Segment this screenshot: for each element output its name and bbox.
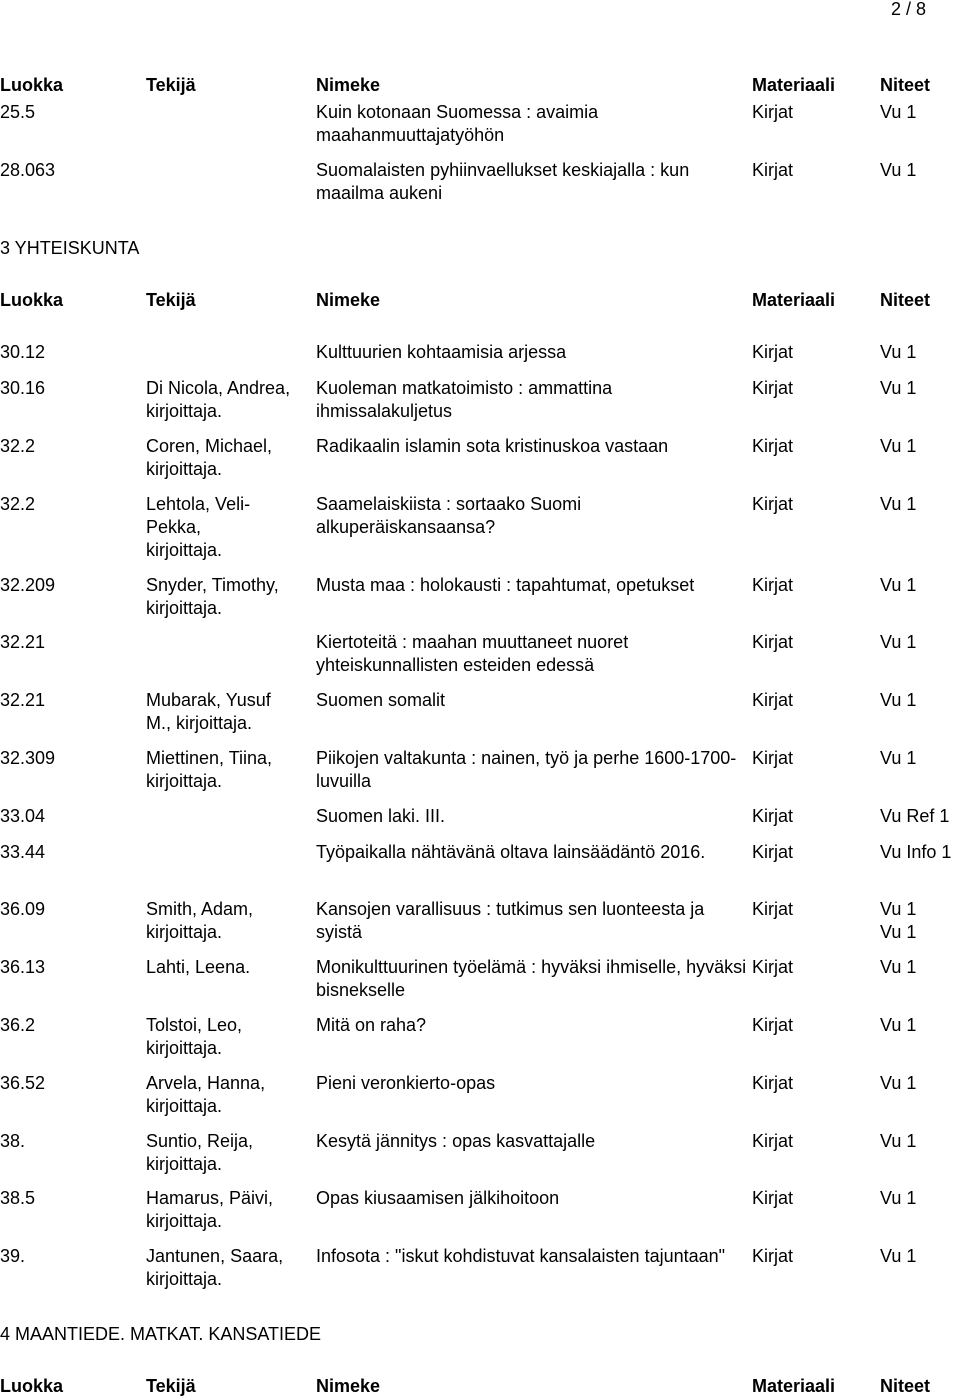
cell-materiaali: Kirjat [752, 494, 794, 514]
header-niteet: Niteet [880, 75, 931, 95]
header-nimeke: Nimeke [316, 1376, 381, 1396]
cell-materiaali: Kirjat [752, 842, 794, 862]
niteet-line: Vu 1 [880, 922, 917, 942]
cell-tekija: Lahti, Leena. [146, 957, 251, 977]
header-nimeke: Nimeke [316, 290, 381, 310]
cell-luokka: 38.5 [0, 1188, 36, 1208]
cell-nimeke: Monikulttuurinen työelämä : hyväksi ihmiselle, hyväksi bisnekselle [316, 957, 747, 1000]
cell-luokka: 28.063 [0, 160, 56, 180]
cell-luokka: 32.21 [0, 690, 46, 710]
cell-nimeke: Työpaikalla nähtävänä oltava lainsäädäntö 2016. [316, 842, 706, 862]
cell-niteet: Vu 1 [880, 1131, 917, 1151]
cell-materiaali: Kirjat [752, 899, 794, 919]
cell-materiaali: Kirjat [752, 1073, 794, 1093]
cell-tekija: Smith, Adam, kirjoittaja. [146, 899, 254, 942]
cell-nimeke: Kiertoteitä : maahan muuttaneet nuoret yhteiskunnallisten esteiden edessä [316, 632, 629, 675]
cell-tekija: Arvela, Hanna, kirjoittaja. [146, 1073, 266, 1116]
cell-tekija: Di Nicola, Andrea, kirjoittaja. [146, 378, 291, 421]
cell-tekija: Snyder, Timothy, kirjoittaja. [146, 575, 279, 618]
header-materiaali: Materiaali [752, 290, 836, 310]
header-luokka: Luokka [0, 75, 64, 95]
cell-nimeke: Suomen laki. III. [316, 806, 446, 826]
header-niteet: Niteet [880, 1376, 931, 1396]
cell-tekija: Hamarus, Päivi, kirjoittaja. [146, 1188, 274, 1231]
cell-niteet: Vu 1 [880, 494, 917, 514]
cell-materiaali: Kirjat [752, 690, 794, 710]
cell-luokka: 36.2 [0, 1015, 36, 1035]
cell-nimeke: Kansojen varallisuus : tutkimus sen luonteesta ja syistä [316, 899, 705, 942]
cell-niteet: Vu 1 [880, 957, 917, 977]
cell-luokka: 30.12 [0, 342, 46, 362]
cell-tekija: Suntio, Reija, kirjoittaja. [146, 1131, 254, 1174]
cell-materiaali: Kirjat [752, 378, 794, 398]
cell-luokka: 30.16 [0, 378, 46, 398]
cell-nimeke: Kulttuurien kohtaamisia arjessa [316, 342, 567, 362]
cell-niteet: Vu 1 [880, 748, 917, 768]
cell-materiaali: Kirjat [752, 102, 794, 122]
cell-tekija: Coren, Michael, kirjoittaja. [146, 436, 273, 479]
header-tekija: Tekijä [146, 1376, 196, 1396]
cell-materiaali: Kirjat [752, 1188, 794, 1208]
cell-luokka: 32.209 [0, 575, 56, 595]
header-luokka: Luokka [0, 290, 64, 310]
cell-tekija: Mubarak, Yusuf M., kirjoittaja. [146, 690, 271, 733]
cell-niteet: Vu 1 [880, 436, 917, 456]
cell-nimeke: Kesytä jännitys : opas kasvattajalle [316, 1131, 596, 1151]
cell-materiaali: Kirjat [752, 748, 794, 768]
cell-niteet: Vu Ref 1 [880, 806, 950, 826]
cell-nimeke: Saamelaiskiista : sortaako Suomi alkuperäiskansaansa? [316, 494, 582, 537]
cell-materiaali: Kirjat [752, 957, 794, 977]
header-niteet: Niteet [880, 290, 931, 310]
cell-niteet: Vu 1 [880, 1246, 917, 1266]
cell-niteet: Vu 1 [880, 1188, 917, 1208]
cell-nimeke: Pieni veronkierto-opas [316, 1073, 496, 1093]
header-materiaali: Materiaali [752, 1376, 836, 1396]
cell-luokka: 33.44 [0, 842, 46, 862]
cell-niteet: Vu 1 [880, 102, 917, 122]
cell-tekija: Tolstoi, Leo, kirjoittaja. [146, 1015, 243, 1058]
cell-luokka: 32.2 [0, 436, 36, 456]
cell-nimeke: Suomalaisten pyhiinvaellukset keskiajalla : kun maailma aukeni [316, 160, 690, 203]
cell-nimeke: Piikojen valtakunta : nainen, työ ja perhe 1600-1700-luvuilla [316, 748, 737, 791]
cell-luokka: 32.2 [0, 494, 36, 514]
cell-niteet: Vu 1 [880, 342, 917, 362]
cell-luokka: 36.13 [0, 957, 46, 977]
cell-nimeke: Infosota : "iskut kohdistuvat kansalaisten tajuntaan" [316, 1246, 726, 1266]
cell-tekija: Miettinen, Tiina, kirjoittaja. [146, 748, 273, 791]
cell-luokka: 39. [0, 1246, 26, 1266]
cell-materiaali: Kirjat [752, 806, 794, 826]
cell-materiaali: Kirjat [752, 1015, 794, 1035]
cell-tekija: Jantunen, Saara, kirjoittaja. [146, 1246, 284, 1289]
cell-materiaali: Kirjat [752, 1246, 794, 1266]
cell-niteet: Vu Info 1 [880, 842, 952, 862]
cell-luokka: 33.04 [0, 806, 46, 826]
cell-tekija: Lehtola, Veli-Pekka, kirjoittaja. [146, 494, 251, 560]
header-nimeke: Nimeke [316, 75, 381, 95]
cell-niteet: Vu 1 [880, 378, 917, 398]
cell-niteet: Vu 1 [880, 160, 917, 180]
cell-nimeke: Musta maa : holokausti : tapahtumat, opetukset [316, 575, 695, 595]
header-tekija: Tekijä [146, 290, 196, 310]
section-heading: 3 YHTEISKUNTA [0, 238, 140, 258]
cell-luokka: 36.09 [0, 899, 46, 919]
cell-niteet: Vu 1 [880, 575, 917, 595]
cell-nimeke: Radikaalin islamin sota kristinuskoa vastaan [316, 436, 669, 456]
cell-niteet: Vu 1 [880, 1015, 917, 1035]
cell-luokka: 32.21 [0, 632, 46, 652]
cell-materiaali: Kirjat [752, 160, 794, 180]
cell-niteet: Vu 1 [880, 1073, 917, 1093]
cell-niteet: Vu 1 [880, 632, 917, 652]
cell-luokka: 25.5 [0, 102, 36, 122]
section-heading: 4 MAANTIEDE. MATKAT. KANSATIEDE [0, 1324, 322, 1344]
cell-niteet [880, 898, 916, 944]
cell-materiaali: Kirjat [752, 632, 794, 652]
header-luokka: Luokka [0, 1376, 64, 1396]
cell-nimeke: Opas kiusaamisen jälkihoitoon [316, 1188, 560, 1208]
cell-nimeke: Suomen somalit [316, 690, 446, 710]
cell-luokka: 36.52 [0, 1073, 46, 1093]
cell-materiaali: Kirjat [752, 342, 794, 362]
cell-materiaali: Kirjat [752, 1131, 794, 1151]
cell-materiaali: Kirjat [752, 436, 794, 456]
cell-nimeke: Kuoleman matkatoimisto : ammattina ihmissalakuljetus [316, 378, 613, 421]
cell-nimeke: Kuin kotonaan Suomessa : avaimia maahanmuuttajatyöhön [316, 102, 599, 145]
header-materiaali: Materiaali [752, 75, 836, 95]
header-tekija: Tekijä [146, 75, 196, 95]
cell-materiaali: Kirjat [752, 575, 794, 595]
cell-luokka: 32.309 [0, 748, 56, 768]
page-number: 2 / 8 [890, 0, 926, 19]
niteet-line: Vu 1 [880, 899, 917, 919]
cell-luokka: 38. [0, 1131, 26, 1151]
cell-niteet: Vu 1 [880, 690, 917, 710]
cell-nimeke: Mitä on raha? [316, 1015, 427, 1035]
